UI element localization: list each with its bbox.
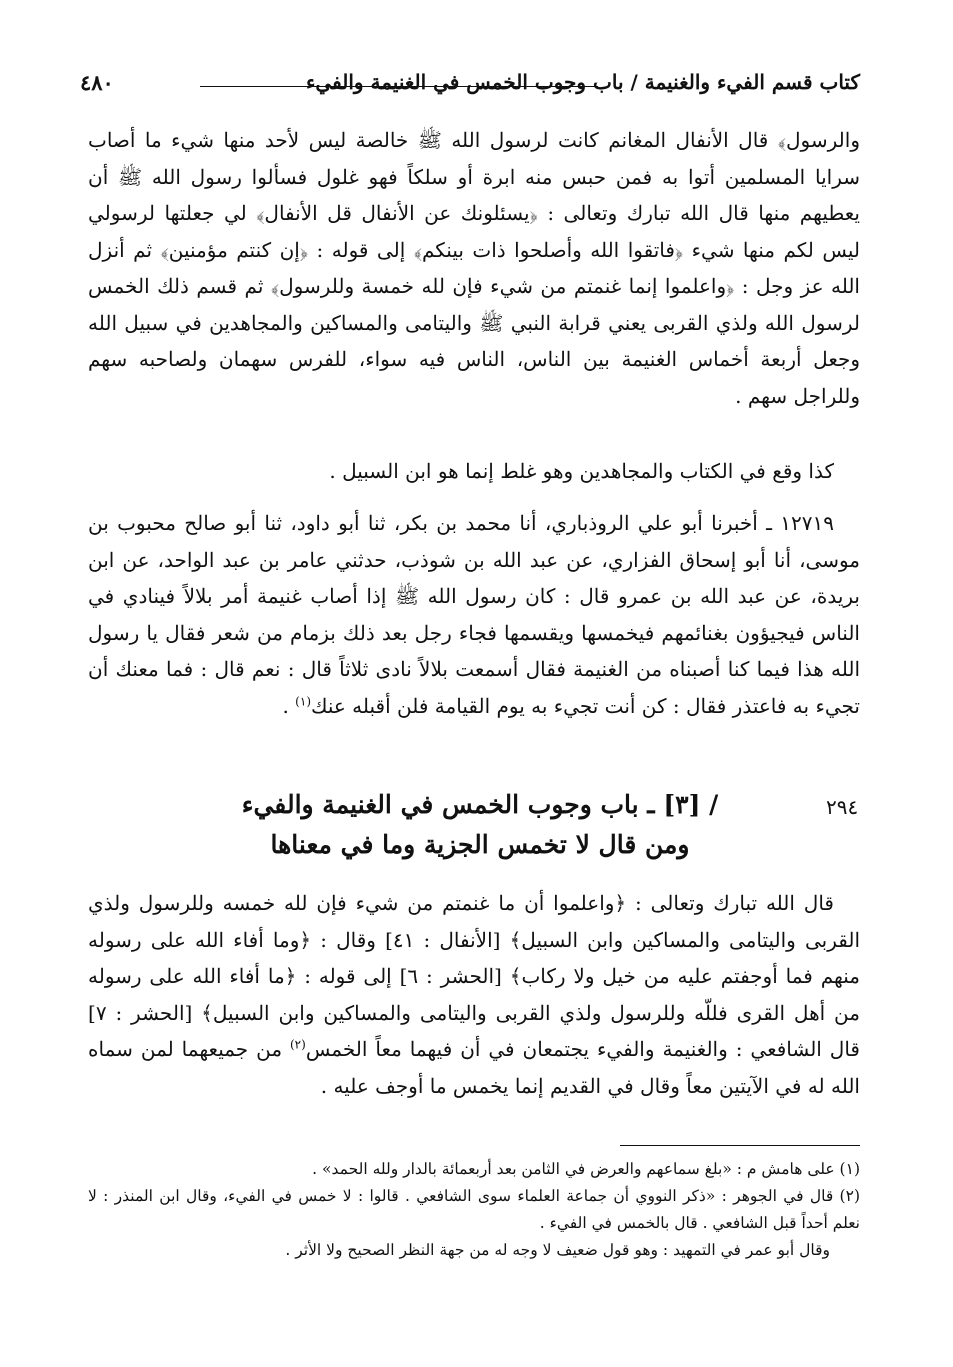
paragraph-4 — [88, 885, 860, 1104]
footnote-ref-1: (١) — [295, 693, 311, 708]
paragraph-4-text-a: قال الله تبارك وتعالى : ﴿واعلموا أن ما غنمتم من شيء فإن لله خمسه وللرسول ولذي القربى واليتامى والمساكين وابن السبيل﴾ [الأنفال : ٤١] وقال : ﴿وما أفاء الله على رسوله منهم فما أوجفتم عليه من خيل ولا ركاب﴾ [الحشر : ٦] إلى قوله : ﴿ما أفاء الله على رسوله من أهل القرى فللّه وللرسول ولذي القربى واليتامى والمساكين وابن السبيل﴾ [الحشر : ٧] قال الشافعي : والغنيمة والفيء يجتمعان في أن فيهما معاً الخمس — [88, 891, 861, 1061]
running-header — [80, 64, 860, 104]
section-heading-line-1: / [٣] ـ باب وجوب الخمس في الغنيمة والفيء — [241, 790, 719, 819]
paragraph-2-text: كذا وقع في الكتاب والمجاهدين وهو غلط إنما هو ابن السبيل . — [329, 459, 834, 483]
hadith-text: ١٢٧١٩ ـ أخبرنا أبو علي الروذباري، أنا محمد بن بكر، ثنا أبو داود، ثنا أبو صالح محبوب بن موسى، أنا أبو إسحاق الفزاري، عن عبد الله بن شوذب، حدثني عامر بن عبد الواحد، عن ابن بريدة، عن عبد الله بن عمرو قال : كان رسول الله ﷺ إذا أصاب غنيمة أمر بلالاً فينادي في الناس فيجيؤون بغنائمهم فيخمسها ويقسمها فجاء رجل بعد ذلك بزمام من شعر فقال يا رسول الله هذا فيما كنا أصبناه من الغنيمة فقال أسمعت بلالاً نادى ثلاثاً قال : نعم قال : فما معنك أن تجيء به فاعتذر فقال : كن أنت تجيء به يوم القيامة فلن أقبله عنك — [88, 511, 860, 718]
footnote-ref-2: (٢) — [289, 1037, 306, 1052]
paragraph-2 — [88, 453, 860, 490]
paragraph-4-text-b: من جميعهما لمن سماه الله له في الآيتين معاً وقال في القديم إنما يخمس ما أوجف عليه . — [88, 1037, 860, 1098]
footnotes — [88, 1156, 860, 1264]
section-heading — [200, 785, 760, 865]
footnote-rule — [620, 1145, 860, 1146]
hadith-text-end: . — [282, 693, 296, 718]
footnote-2-continuation: وقال أبو عمر في التمهيد : وهو قول ضعيف لا وجه له من جهة النظر الصحيح ولا الأثر . — [285, 1241, 830, 1259]
hadith-text-wrapper — [88, 505, 860, 724]
hadith-paragraph — [88, 505, 860, 724]
header-rule — [200, 86, 598, 87]
section-heading-line-2: ومن قال لا تخمس الجزية وما في معناها — [270, 830, 690, 859]
paragraph-1 — [88, 122, 860, 414]
paragraph-4-wrapper — [88, 885, 860, 1104]
footnote-1: (١) على هامش م : «بلغ سماعهم والعرض في الثامن بعد أربعمائة بالدار ولله الحمد» . — [312, 1160, 860, 1178]
footnote-2: (٢) قال في الجوهر : «ذكر النووي أن جماعة العلماء سوى الشافعي . قالوا : لا خمس في الفيء، وقال ابن المنذر : لا نعلم أحداً قبل الشافعي . قال بالخمس في الفيء . — [88, 1187, 860, 1232]
margin-number: ٢٩٤ — [826, 795, 859, 819]
paragraph-1-text: والرسول﴾ قال الأنفال المغانم كانت لرسول الله ﷺ خالصة ليس لأحد منها شيء ما أصاب سرايا المسلمين أتوا به فمن حبس منه ابرة أو سلكاً فهو غلول فسألوا رسول الله ﷺ أن يعطيهم منها قال الله تبارك وتعالى : ﴿يسئلونك عن الأنفال قل الأنفال﴾ لي جعلتها لرسولي ليس لكم منها شيء ﴿فاتقوا الله وأصلحوا ذات بينكم﴾ إلى قوله : ﴿إن كنتم مؤمنين﴾ ثم أنزل الله عز وجل : ﴿واعلموا إنما غنمتم من شيء فإن لله خمسة وللرسول﴾ ثم قسم ذلك الخمس لرسول الله ولذي القربى يعني قرابة النبي ﷺ واليتامى والمساكين والمجاهدين في سبيل الله وجعل أربعة أخماس الغنيمة بين الناس، الناس فيه سواء، للفرس سهمان ولصاحبه سهم وللراجل سهم . — [88, 128, 860, 408]
page-number: ٤٨٠ — [80, 70, 114, 95]
header-title: كتاب قسم الفيء والغنيمة / باب وجوب الخمس في الغنيمة والفيء — [306, 70, 860, 94]
